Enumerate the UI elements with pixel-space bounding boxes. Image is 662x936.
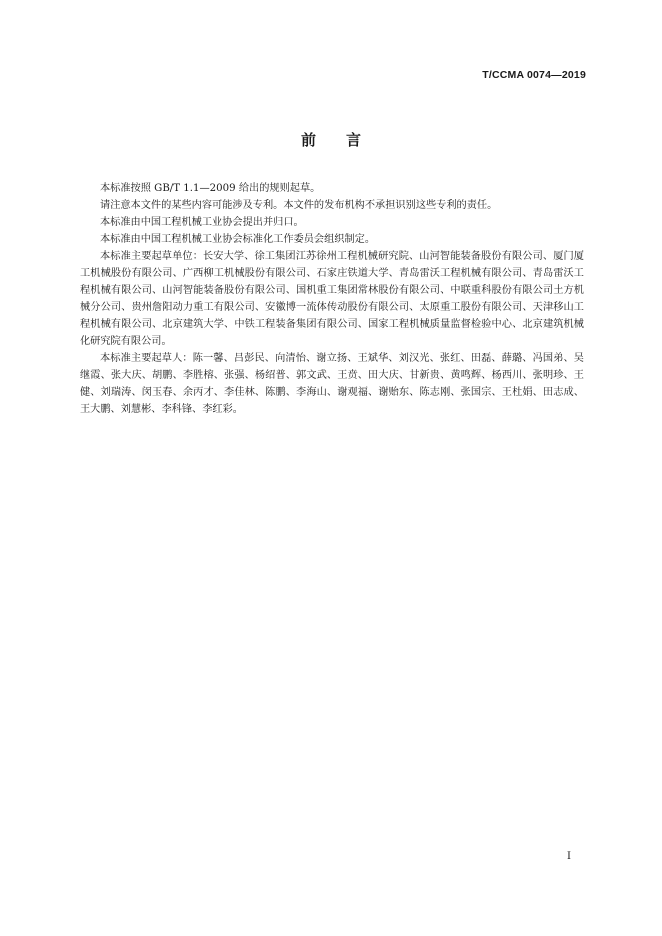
page-number: I xyxy=(567,851,571,862)
foreword-body xyxy=(80,180,584,418)
paragraph-proposer: 本标准由中国工程机械工业协会提出并归口。 xyxy=(100,217,304,228)
page-title: 前言 xyxy=(300,131,391,149)
paragraph-drafting-rules: 本标准按照 GB/T 1.1—2009 给出的规则起草。 xyxy=(100,183,321,194)
document-code: T/CCMA 0074—2019 xyxy=(482,69,586,81)
paragraph-organizer: 本标准由中国工程机械工业协会标准化工作委员会组织制定。 xyxy=(100,234,376,245)
paragraph-drafters: 本标准主要起草人：陈一馨、吕彭民、向清怡、谢立扬、王斌华、刘汉光、张红、田磊、薛璐、冯国弟、吴继霞、张大庆、胡鹏、李胜榕、张强、杨绍普、郭文武、王贲、田大庆、甘新贵、黄鸣辉、杨西川、张明珍、王健、刘瑞涛、闵玉春、余丙才、李佳林、陈鹏、李海山、谢观福、谢贻东、陈志刚、张国宗、王杜娟、田志成、王大鹏、刘慧彬、李科锋、李红彩。 xyxy=(80,353,584,415)
paragraph-drafting-units: 本标准主要起草单位：长安大学、徐工集团江苏徐州工程机械研究院、山河智能装备股份有限公司、厦门厦工机械股份有限公司、广西柳工机械股份有限公司、石家庄铁道大学、青岛雷沃工程机械有限公司、青岛雷沃工程机械有限公司、山河智能装备股份有限公司、国机重工集团常林股份有限公司、中联重科股份有限公司土方机械分公司、贵州詹阳动力重工有限公司、安徽博一流体传动股份有限公司、太原重工股份有限公司、天津移山工程机械有限公司、北京建筑大学、中铁工程装备集团有限公司、国家工程机械质量监督检验中心、北京建筑机械化研究院有限公司。 xyxy=(80,251,584,347)
paragraph-patent-notice: 请注意本文件的某些内容可能涉及专利。本文件的发布机构不承担识别这些专利的责任。 xyxy=(100,200,498,211)
